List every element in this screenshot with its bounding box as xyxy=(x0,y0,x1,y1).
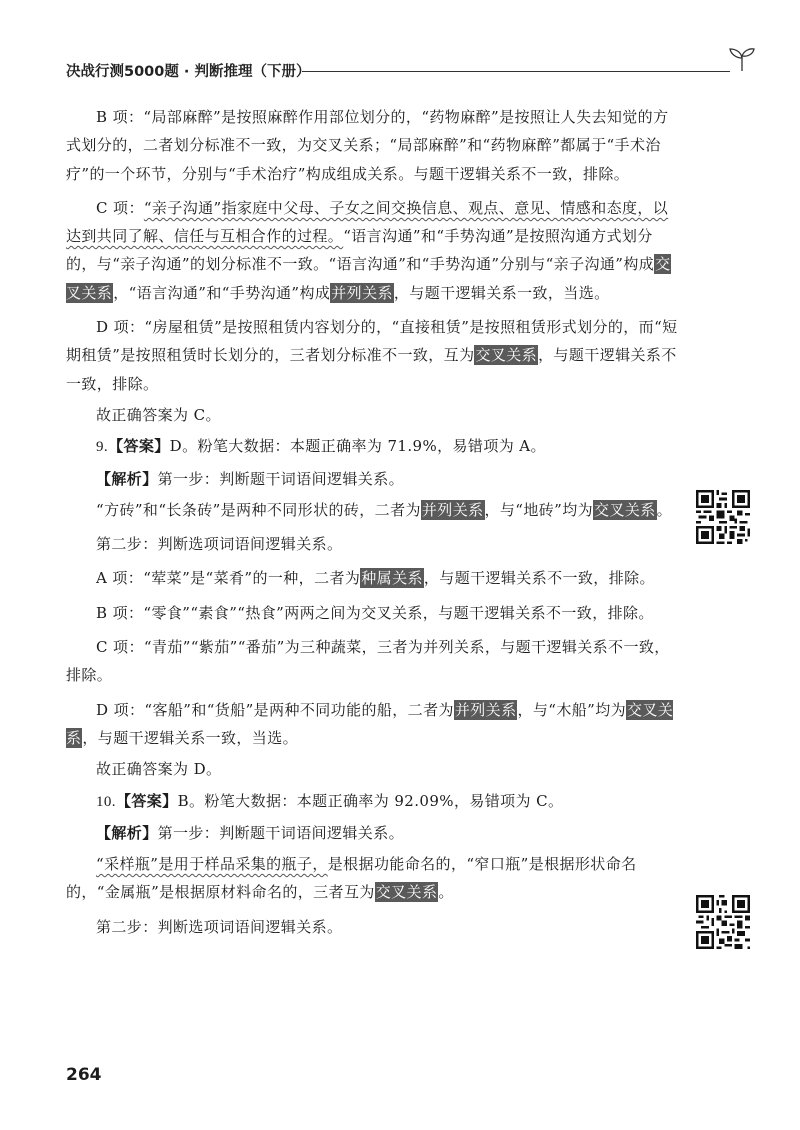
highlight-term: 种属关系 xyxy=(361,569,423,588)
header-divider xyxy=(302,71,730,72)
option-c-analysis: C 项：“青茄”“紫茄”“番茄”为三种蔬菜，三者为并列关系，与题干逻辑关系不一致，排除。 xyxy=(66,638,670,685)
wavy-underline-text: “采样瓶”是用于样品采集的瓶子， xyxy=(96,855,328,874)
option-a-analysis: A 项：“荤菜”是“菜肴”的一种，二者为种属关系，与题干逻辑关系不一致，排除。 xyxy=(96,569,655,588)
analysis-label: 【解析】 xyxy=(96,469,158,488)
highlight-term: 交叉关系 xyxy=(66,700,674,747)
answer-conclusion: 故正确答案为 D。 xyxy=(96,760,222,779)
explanation-body xyxy=(66,103,678,941)
wavy-underline-text: “亲子沟通”指家庭中父母、子女之间交换信息、观点、意见、情感和态度，以达到共同了解、信任与互相合作的过程。 xyxy=(66,198,669,246)
highlight-term: 并列关系 xyxy=(421,500,484,519)
answer-label: 【答案】 xyxy=(108,437,170,456)
option-d-analysis: D 项：“客船”和“货船”是两种不同功能的船，二者为并列关系，与“木船”均为交叉关系，与题干逻辑关系一致，当选。 xyxy=(66,700,674,747)
option-b-analysis: B 项：“零食”“素食”“热食”两两之间为交叉关系，与题干逻辑关系不一致，排除。 xyxy=(96,603,654,622)
answer-label: 【答案】 xyxy=(115,791,178,810)
analysis-step-1: 【解析】第一步：判断题干词语间逻辑关系。 xyxy=(96,823,405,842)
analysis-step-1: 【解析】第一步：判断题干词语间逻辑关系。 xyxy=(96,469,405,488)
analysis-step-2: 第二步：判断选项词语间逻辑关系。 xyxy=(96,535,343,554)
analysis-label: 【解析】 xyxy=(96,823,158,842)
highlight-term: 交叉关系 xyxy=(66,255,671,302)
highlight-term: 交叉关系 xyxy=(594,500,656,519)
highlight-term: 交叉关系 xyxy=(475,346,538,365)
option-c-analysis: C 项：“亲子沟通”指家庭中父母、子女之间交换信息、观点、意见、情感和态度，以达到共同了解、信任与互相合作的过程。“语言沟通”和“手势沟通”是按照沟通方式划分的，与“亲子沟通”的划分标准不一致。“语言沟通”和“手势沟通”分别与“亲子沟通”构成交叉关系，“语言沟通”和“手势沟通”构成并列关系，与题干逻辑关系一致，当选。 xyxy=(66,198,671,302)
question-9-answer: 9.【答案】D。粉笔大数据：本题正确率为 71.9%，易错项为 A。 xyxy=(96,437,546,456)
option-b-analysis: B 项：“局部麻醉”是按照麻醉作用部位划分的，“药物麻醉”是按照让人失去知觉的方式划分的，二者划分标准不一致，为交叉关系；“局部麻醉”和“药物麻醉”都属于“手术治疗”的一个环节，分别与“手术治疗”构成组成关系。与题干逻辑关系不一致，排除。 xyxy=(66,108,669,183)
stem-analysis: “采样瓶”是用于样品采集的瓶子，是根据功能命名的，“窄口瓶”是根据形状命名的，“金属瓶”是根据原材料命名的，三者互为交叉关系。 xyxy=(66,855,637,902)
stem-analysis: “方砖”和“长条砖”是两种不同形状的砖，二者为并列关系，与“地砖”均为交叉关系。 xyxy=(96,500,673,519)
highlight-term: 并列关系 xyxy=(454,700,517,719)
qr-code-icon[interactable] xyxy=(696,490,750,544)
header-title: 决战行测5000题 · 判断推理（下册） xyxy=(66,64,311,80)
qr-code-icon[interactable] xyxy=(696,895,750,949)
page-header xyxy=(66,58,756,88)
analysis-step-2: 第二步：判断选项词语间逻辑关系。 xyxy=(96,917,343,936)
answer-conclusion: 故正确答案为 C。 xyxy=(96,405,221,424)
highlight-term: 并列关系 xyxy=(331,283,393,302)
leaf-icon xyxy=(728,46,756,72)
question-10-answer: 10.【答案】B。粉笔大数据：本题正确率为 92.09%，易错项为 C。 xyxy=(96,791,564,810)
page-number: 264 xyxy=(66,1065,102,1085)
option-d-analysis: D 项：“房屋租赁”是按照租赁内容划分的，“直接租赁”是按照租赁形式划分的，而“短期租赁”是按照租赁时长划分的，三者划分标准不一致，互为交叉关系，与题干逻辑关系不一致，排除。 xyxy=(66,318,678,393)
highlight-term: 交叉关系 xyxy=(375,883,438,902)
